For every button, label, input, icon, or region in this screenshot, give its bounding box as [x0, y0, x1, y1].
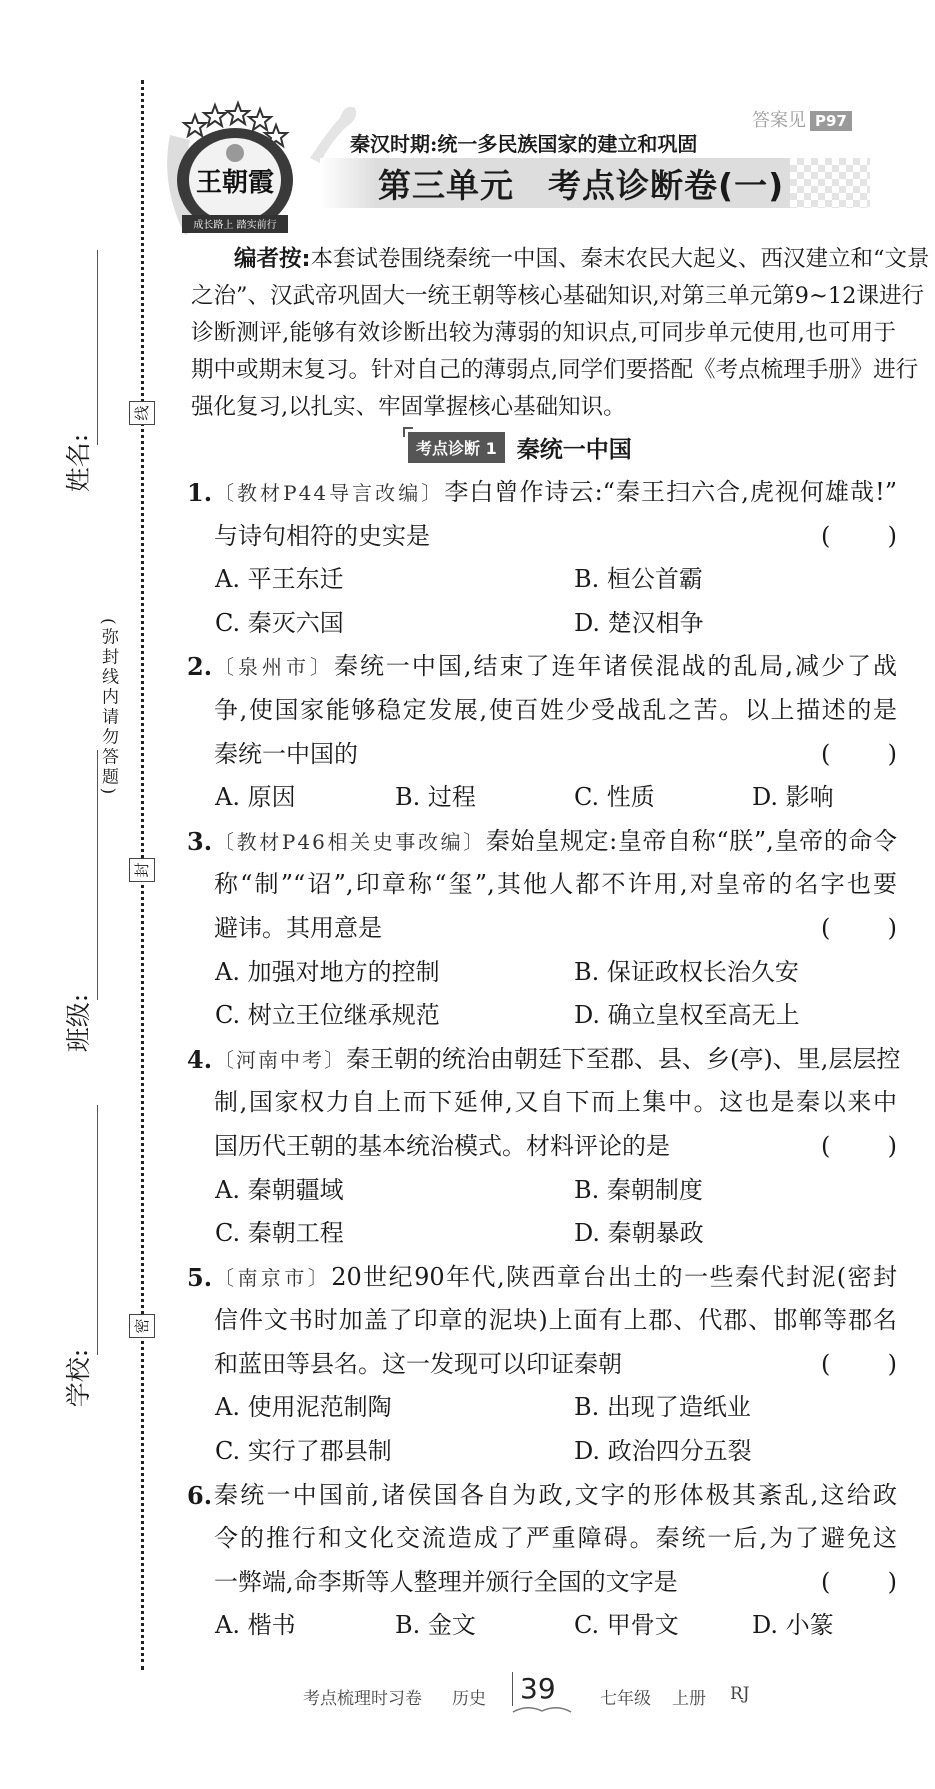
options-row: [187, 1212, 897, 1256]
question-text: [214, 907, 897, 951]
question-text: [214, 1517, 897, 1561]
option-b[interactable]: B. 保证政权长治久安: [574, 957, 799, 986]
answer-paren-close: ): [887, 739, 897, 768]
editor-note-line: 编者按:本套试卷围绕秦统一中国、秦末农民大起义、西汉建立和“文景: [234, 246, 930, 272]
option-d[interactable]: D. 小篆: [752, 1611, 834, 1640]
option-d[interactable]: D. 秦朝暴政: [574, 1219, 704, 1248]
option-c[interactable]: C. 秦灭六国: [215, 608, 344, 637]
question-text: [214, 1561, 897, 1605]
question-line: [187, 1081, 897, 1125]
option-a[interactable]: A. 原因: [215, 783, 296, 812]
options-row: [187, 951, 897, 995]
option-a[interactable]: A. 平王东迁: [215, 565, 344, 594]
footer-edition: RJ: [730, 1684, 750, 1704]
answer-ref-page: P97: [810, 111, 852, 131]
question-text-segment: 避讳。其用意是: [214, 913, 382, 942]
footer-volume: 上册: [672, 1689, 706, 1709]
question-text-segment: 信件文书时加盖了印章的泥块)上面有上郡、代郡、邯郸等郡名: [214, 1306, 897, 1335]
answer-paren-open: (: [821, 1349, 831, 1378]
question-text: [214, 645, 897, 690]
answer-blank[interactable]: [821, 907, 897, 951]
option-a[interactable]: A. 使用泥范制陶: [215, 1393, 392, 1422]
question-2: [187, 645, 897, 819]
question-text: [214, 733, 897, 777]
section-badge: 考点诊断 1: [408, 432, 505, 463]
question-text: [214, 1038, 901, 1083]
footer-grade: 七年级: [600, 1689, 651, 1709]
option-a[interactable]: A. 秦朝疆域: [215, 1175, 344, 1204]
options-row: [187, 994, 897, 1038]
answer-paren-close: ): [887, 1349, 897, 1378]
question-line: [187, 1125, 897, 1169]
question-text-segment: 争,使国家能够稳定发展,使百姓少受战乱之苦。以上描述的是: [214, 695, 897, 724]
question-source: 〔泉州市〕: [214, 655, 334, 680]
question-source: 〔教材P46相关史事改编〕: [214, 829, 486, 854]
question-text: [214, 820, 897, 865]
question-line: [187, 820, 897, 864]
answer-paren-close: ): [887, 521, 897, 550]
question-number: 4.: [187, 1044, 213, 1074]
question-line: [187, 1517, 897, 1561]
page-number: 39: [520, 1672, 556, 1705]
options-row: [187, 1430, 897, 1474]
question-line: [187, 1256, 897, 1300]
option-c[interactable]: C. 树立王位继承规范: [215, 1001, 440, 1030]
brand-logo: [160, 95, 300, 245]
question-text-segment: 李白曾作诗云:“秦王扫六合,虎视何雄哉!”: [444, 478, 898, 506]
question-5: [187, 1256, 897, 1474]
option-b[interactable]: B. 秦朝制度: [574, 1175, 703, 1204]
answer-paren-open: (: [821, 521, 831, 550]
question-text: [214, 1081, 897, 1125]
option-c[interactable]: C. 秦朝工程: [215, 1219, 344, 1248]
answer-blank[interactable]: [821, 515, 897, 559]
question-text-segment: 与诗句相符的史实是: [214, 521, 430, 550]
option-c[interactable]: C. 甲骨文: [574, 1611, 679, 1640]
question-line: [187, 515, 897, 559]
answer-paren-open: (: [821, 739, 831, 768]
question-number: 6.: [187, 1480, 213, 1510]
question-line: [187, 1343, 897, 1387]
answer-paren-close: ): [887, 1131, 897, 1160]
options-row: [187, 1386, 897, 1430]
answer-paren-close: ): [887, 1567, 897, 1596]
option-c[interactable]: C. 实行了郡县制: [215, 1437, 392, 1466]
question-number: 3.: [187, 826, 213, 856]
section-title: 秦统一中国: [516, 437, 632, 463]
question-text-segment: 令的推行和文化交流造成了严重障碍。秦统一后,为了避免这: [214, 1524, 897, 1553]
answer-paren-open: (: [821, 1131, 831, 1160]
svg-text:王朝霞: 王朝霞: [195, 168, 275, 198]
question-number: 5.: [187, 1262, 213, 1292]
question-1: [187, 471, 897, 645]
section-heading: [408, 431, 632, 464]
class-label: 班级:: [64, 993, 94, 1053]
question-text-segment: 一弊端,命李斯等人整理并颁行全国的文字是: [214, 1567, 678, 1596]
question-line: [187, 1561, 897, 1605]
question-line: [187, 733, 897, 777]
question-text-segment: 秦统一中国,结束了连年诸侯混战的乱局,减少了战: [333, 652, 897, 681]
seal-notice: (弥封线内请勿答题): [98, 618, 118, 798]
options-row: [187, 1169, 897, 1213]
question-text: [214, 515, 897, 559]
question-text-segment: 制,国家权力自上而下延伸,又自下而上集中。这也是秦以来中: [214, 1088, 897, 1117]
editor-note-line: 期中或期末复习。针对自己的薄弱点,同学们要搭配《考点梳理手册》进行: [191, 357, 919, 383]
options-row: [187, 558, 897, 602]
question-6: [187, 1474, 897, 1648]
seal-char-line: 线: [129, 401, 155, 425]
question-source: 〔教材P44导言改编〕: [214, 481, 445, 505]
unit-subtitle: 秦汉时期:统一多民族国家的建立和巩固: [350, 132, 698, 156]
option-b[interactable]: B. 出现了造纸业: [574, 1393, 751, 1422]
footer-subject: 历史: [452, 1689, 486, 1709]
school-underline: [97, 1105, 98, 1355]
question-text-segment: 秦统一中国前,诸侯国各自为政,文字的形体极其紊乱,这给政: [214, 1480, 897, 1509]
question-list: [187, 471, 901, 1648]
question-text: [214, 471, 897, 516]
question-text: [214, 1474, 897, 1518]
question-line: [187, 907, 897, 951]
editor-note-line: 之治”、汉武帝巩固大一统王朝等核心基础知识,对第三单元第9~12课进行: [191, 283, 924, 309]
options-row: [187, 602, 897, 646]
question-line: [187, 1299, 897, 1343]
question-line: [187, 1038, 901, 1082]
school-label: 学校:: [64, 1348, 94, 1408]
question-text-segment: 和蓝田等县名。这一发现可以印证秦朝: [214, 1349, 622, 1378]
option-c[interactable]: C. 性质: [574, 783, 655, 812]
question-text: [214, 1343, 897, 1387]
question-line: [187, 645, 897, 689]
editor-note-line: 诊断测评,能够有效诊断出较为薄弱的知识点,可同步单元使用,也可用于: [191, 320, 896, 346]
seal-char-secret: 密: [129, 1314, 155, 1338]
question-text-segment: 秦王朝的统治由朝廷下至郡、县、乡(亭)、里,层层控: [346, 1044, 901, 1073]
option-a[interactable]: A. 加强对地方的控制: [215, 957, 440, 986]
option-d[interactable]: D. 政治四分五裂: [574, 1437, 752, 1466]
option-b[interactable]: B. 桓公首霸: [574, 565, 703, 594]
question-text-segment: 国历代王朝的基本统治模式。材料评论的是: [214, 1131, 670, 1160]
options-row: [187, 1604, 897, 1648]
question-number: 2.: [187, 652, 213, 682]
answer-blank[interactable]: [821, 1561, 897, 1605]
question-text: [214, 1299, 897, 1343]
question-text-segment: 秦始皇规定:皇帝自称“朕”,皇帝的命令: [485, 826, 897, 855]
question-text: [214, 1125, 897, 1169]
answer-blank[interactable]: [821, 733, 897, 777]
editor-note-lead: 编者按:: [234, 246, 311, 272]
question-text-segment: 秦统一中国的: [214, 739, 358, 768]
page-title: 第三单元 考点诊断卷(一): [378, 166, 785, 205]
option-b[interactable]: B. 金文: [395, 1611, 476, 1640]
answer-paren-open: (: [821, 1567, 831, 1596]
option-d[interactable]: D. 楚汉相争: [574, 608, 704, 637]
answer-blank[interactable]: [821, 1343, 897, 1387]
seal-char-seal: 封: [129, 858, 155, 882]
name-label: 姓名:: [64, 433, 94, 493]
question-text: [214, 863, 897, 907]
answer-blank[interactable]: [821, 1125, 897, 1169]
question-3: [187, 820, 897, 1038]
question-text-segment: 20世纪90年代,陕西章台出土的一些秦代封泥(密封: [331, 1262, 898, 1291]
svg-text:成长路上 踏实前行: 成长路上 踏实前行: [193, 220, 277, 231]
option-d[interactable]: D. 确立皇权至高无上: [574, 1001, 800, 1030]
question-number: 1.: [187, 478, 213, 507]
question-text: [214, 1256, 897, 1301]
question-line: [187, 471, 897, 515]
checker-decoration: [790, 158, 870, 208]
name-underline: [97, 250, 98, 445]
options-row: [187, 776, 897, 820]
question-4: [187, 1038, 901, 1256]
question-line: [187, 1474, 897, 1518]
page-wave-icon: [512, 1704, 572, 1714]
answer-ref-label: 答案见: [752, 110, 806, 131]
answer-paren-close: ): [887, 913, 897, 942]
option-d[interactable]: D. 影响: [752, 783, 834, 812]
question-source: 〔南京市〕: [214, 1265, 332, 1290]
question-text-segment: 称“制”“诏”,印章称“玺”,其他人都不许用,对皇帝的名字也要: [214, 870, 897, 899]
answer-paren-open: (: [821, 913, 831, 942]
answer-reference: [752, 106, 852, 132]
editor-note-line: 强化复习,以扎实、牢固掌握核心基础知识。: [191, 394, 626, 420]
footer-series: 考点梳理时习卷: [303, 1689, 422, 1709]
option-b[interactable]: B. 过程: [395, 783, 476, 812]
question-text: [214, 689, 897, 733]
option-a[interactable]: A. 楷书: [215, 1611, 296, 1640]
question-line: [187, 689, 897, 733]
editor-note: [191, 241, 930, 426]
question-source: 〔河南中考〕: [214, 1047, 346, 1072]
question-line: [187, 863, 897, 907]
